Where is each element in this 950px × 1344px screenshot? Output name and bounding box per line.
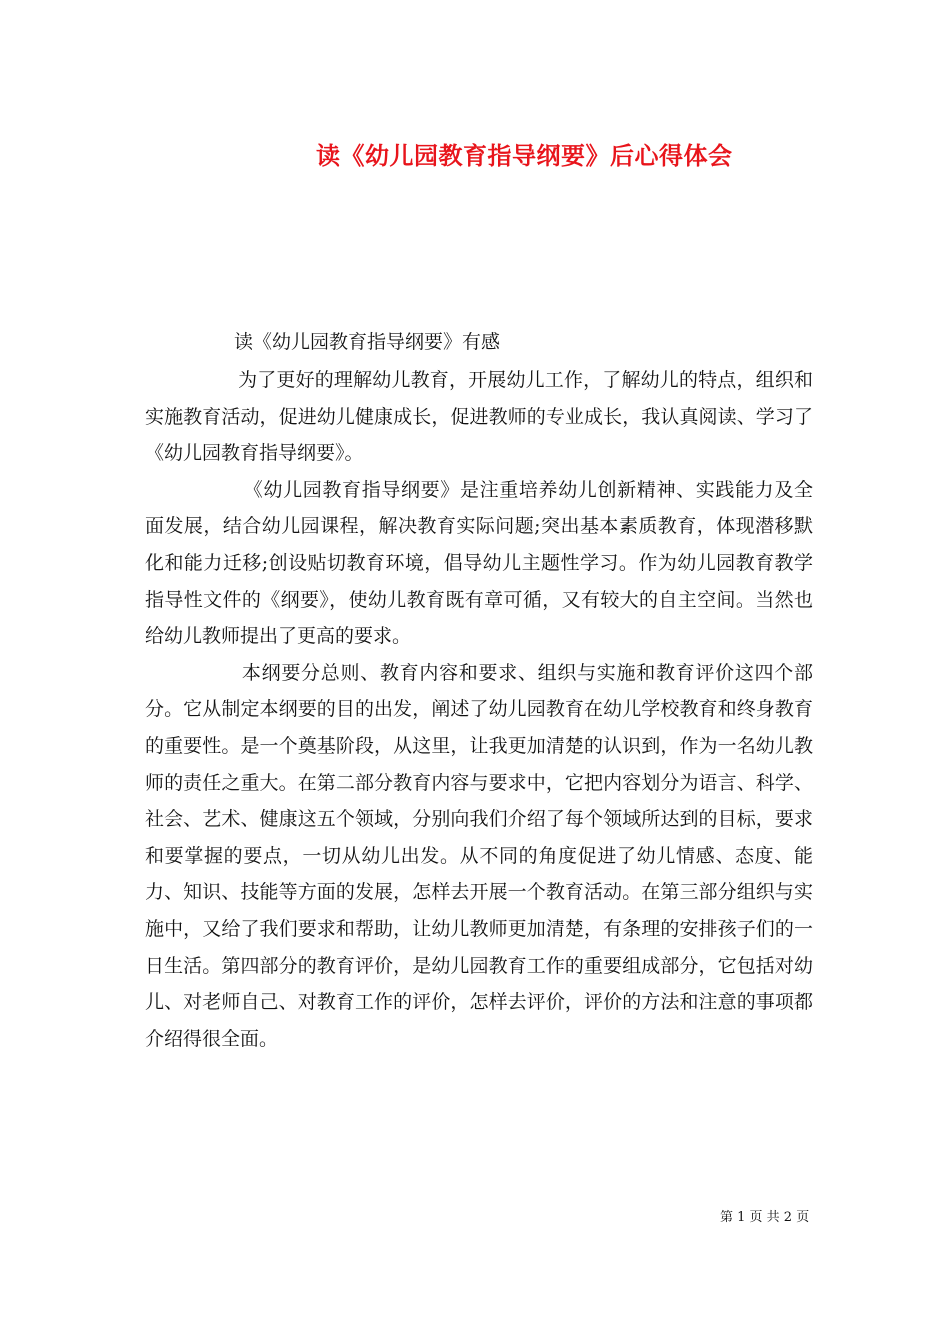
paragraph-1: 为了更好的理解幼儿教育，开展幼儿工作，了解幼儿的特点，组织和实施教育活动，促进幼儿健康成长，促进教师的专业成长，我认真阅读、学习了《幼儿园教育指导纲要》。 [145, 369, 813, 465]
document-title: 读《幼儿园教育指导纲要》后心得体会 [316, 141, 733, 170]
paragraph-2: 《幼儿园教育指导纲要》是注重培养幼儿创新精神、实践能力及全面发展，结合幼儿园课程，解决教育实际问题;突出基本素质教育，体现潜移默化和能力迁移;创设贴切教育环境，倡导幼儿主题性学习。作为幼儿园教育教学指导性文件的《纲要》，使幼儿教育既有章可循，又有较大的自主空间。当然也给幼儿教师提出了更高的要求。 [145, 478, 813, 648]
paragraph-3: 本纲要分总则、教育内容和要求、组织与实施和教育评价这四个部分。它从制定本纲要的目的出发，阐述了幼儿园教育在幼儿学校教育和终身教育的重要性。是一个奠基阶段，从这里，让我更加清楚的认识到，作为一名幼儿教师的责任之重大。在第二部分教育内容与要求中，它把内容划分为语言、科学、社会、艺术、健康这五个领域，分别向我们介绍了每个领域所达到的目标，要求和要掌握的要点，一切从幼儿出发。从不同的角度促进了幼儿情感、态度、能力、知识、技能等方面的发展，怎样去开展一个教育活动。在第三部分组织与实施中，又给了我们要求和帮助，让幼儿教师更加清楚，有条理的安排孩子们的一日生活。第四部分的教育评价，是幼儿园教育工作的重要组成部分，它包括对幼儿、对老师自己、对教育工作的评价，怎样去评价，评价的方法和注意的事项都介绍得很全面。 [145, 661, 813, 1050]
document-body [145, 362, 813, 1057]
page-number-footer: 第 1 页 共 2 页 [720, 1210, 810, 1225]
document-subtitle: 读《幼儿园教育指导纲要》有感 [234, 331, 501, 353]
